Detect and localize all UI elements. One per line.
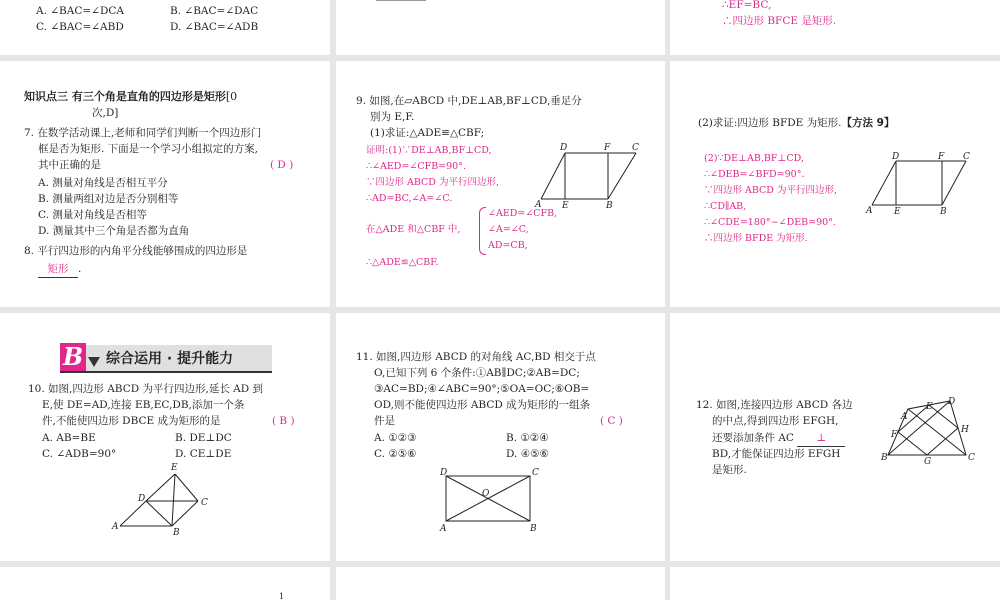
q11-option-b: B. ①②④ [506, 432, 549, 444]
q12-text: 12. 如图,连接四边形 ABCD 各边 [696, 399, 853, 411]
section-b-badge: B [60, 343, 86, 371]
q11-option-a: A. ①②③ [374, 432, 417, 444]
svg-text:C: C [532, 468, 539, 478]
svg-text:B: B [881, 453, 888, 463]
q12-figure [670, 313, 1000, 561]
q7-text: 其中正确的是 [38, 159, 101, 171]
svg-text:A: A [901, 412, 908, 422]
svg-text:B: B [940, 207, 947, 217]
q9-text: 别为 E,F. [370, 111, 415, 123]
svg-text:G: G [924, 457, 932, 467]
heading-note: 次,D] [92, 107, 119, 119]
q7-option-a: A. 测量对角线是否相互平分 [38, 177, 168, 189]
q12-text: 的中点,得到四边形 EFGH, [712, 415, 839, 427]
q9-solution: 证明:(1)∵DE⊥AB,BF⊥CD, [366, 145, 492, 156]
svg-text:D: D [440, 468, 448, 478]
q10-option-d: D. CE⊥DE [175, 448, 232, 460]
q7-text: 7. 在数学活动课上,老师和同学们判断一个四边形门 [24, 127, 262, 139]
card-bottom-middle [336, 567, 665, 600]
svg-text:D: D [948, 397, 956, 407]
q9-text: 9. 如图,在▱ABCD 中,DE⊥AB,BF⊥CD,垂足分 [356, 95, 582, 107]
q7-option-d: D. 测量其中三个角是否都为直角 [38, 225, 190, 237]
q10-figure [0, 313, 330, 561]
proof-line: ∴四边形 BFCE 是矩形. [722, 15, 837, 27]
svg-text:F: F [938, 152, 945, 162]
q12-text: 是矩形. [712, 464, 747, 476]
svg-text:F: F [604, 143, 611, 153]
q9-solution: ∵四边形 ABCD 为平行四边形, [366, 177, 499, 188]
svg-text:B: B [606, 201, 613, 211]
section-b-title: 综合运用 · 提升能力 [106, 351, 234, 367]
q9-solution: ∴∠AED=∠CFB=90°. [366, 161, 466, 172]
q9-part2-solution: ∴四边形 BFDE 为矩形. [704, 233, 808, 244]
svg-text:A: A [112, 522, 119, 532]
section-heading: 知识点三 有三个角是直角的四边形是矩形[0 [24, 90, 238, 103]
svg-text:A: A [440, 524, 447, 534]
q9-solution: 在△ADE 和△CBF 中, [366, 224, 461, 235]
svg-text:O: O [482, 489, 490, 499]
svg-text:A: A [535, 200, 542, 210]
q10-text: 10. 如图,四边形 ABCD 为平行四边形,延长 AD 到 [28, 383, 264, 395]
q9-solution: ∴AD=BC,∠A=∠C. [366, 193, 453, 204]
option-c: C. ∠BAC=∠ABD [36, 21, 124, 33]
card-knowledge-point-3 [0, 61, 330, 307]
svg-text:E: E [926, 402, 933, 412]
q7-text: 框是否为矩形. 下面是一个学习小组拟定的方案, [38, 143, 259, 155]
q10-option-c: C. ∠ADB=90° [42, 448, 117, 460]
q11-option-d: D. ④⑤⑥ [506, 448, 549, 460]
partial-figure [336, 0, 665, 55]
card-q12 [670, 313, 1000, 561]
q11-figure [336, 313, 665, 561]
svg-text:D: D [560, 143, 568, 153]
q9-part2-solution: ∴CD∥AB, [704, 201, 747, 212]
q11-option-c: C. ②⑤⑥ [374, 448, 417, 460]
q7-option-b: B. 测量两组对边是否分别相等 [38, 193, 179, 205]
svg-text:C: C [968, 453, 975, 463]
card-top-left [0, 0, 330, 55]
svg-text:D: D [892, 152, 900, 162]
q9-solution: ∴△ADE≌△CBF. [366, 257, 439, 268]
svg-text:C: C [632, 143, 639, 153]
q11-answer: ( C ) [600, 415, 623, 427]
q9-solution: ∠AED=∠CFB, [488, 208, 558, 219]
page-mark: 1 [279, 592, 285, 600]
q11-text: 件是 [374, 415, 395, 427]
proof-line: ∴EF=BC, [722, 0, 772, 11]
svg-text:E: E [894, 207, 901, 217]
q10-answer: ( B ) [272, 415, 295, 427]
q12-answer: ⊥ [797, 430, 845, 447]
card-top-right [670, 0, 1000, 55]
card-q9-part2 [670, 61, 1000, 307]
q9-figure [336, 61, 665, 307]
q11-text: ③AC=BD;④∠ABC=90°;⑤OA=OC;⑥OB= [374, 383, 590, 395]
card-top-middle [336, 0, 665, 55]
svg-text:B: B [530, 524, 537, 534]
card-bottom-right [670, 567, 1000, 600]
card-bottom-left [0, 567, 330, 600]
q11-text: 11. 如图,四边形 ABCD 的对角线 AC,BD 相交于点 [356, 351, 596, 363]
svg-text:C: C [963, 152, 970, 162]
option-b: B. ∠BAC=∠DAC [170, 5, 259, 17]
q12-text: BD,才能保证四边形 EFGH [712, 448, 841, 460]
q9-part1: (1)求证:△ADE≌△CBF; [370, 127, 485, 139]
q10-option-a: A. AB=BE [42, 432, 96, 444]
svg-text:H: H [961, 425, 969, 435]
svg-text:D: D [138, 494, 146, 504]
q7-answer: ( D ) [270, 159, 294, 171]
card-q10 [0, 313, 330, 561]
q11-text: OD,则不能使四边形 ABCD 成为矩形的一组条 [374, 399, 591, 411]
svg-text:E: E [562, 201, 569, 211]
q9-part2-figure [670, 61, 1000, 307]
q9-part2-solution: ∴∠DEB=∠BFD=90°. [704, 169, 805, 180]
q9-part2-solution: ∵四边形 ABCD 为平行四边形, [704, 185, 837, 196]
q8-answer-line: 矩形 . [38, 261, 81, 278]
option-d: D. ∠BAC=∠ADB [170, 21, 259, 33]
q10-text: E,使 DE=AD,连接 EB,EC,DB,添加一个条 [42, 399, 245, 411]
card-q9 [336, 61, 665, 307]
q8-answer: 矩形 [38, 261, 78, 278]
svg-text:F: F [891, 430, 898, 440]
q9-part2-solution: ∴∠CDE=180°−∠DEB=90°. [704, 217, 836, 228]
q10-option-b: B. DE⊥DC [175, 432, 232, 444]
card-q11 [336, 313, 665, 561]
option-a: A. ∠BAC=∠DCA [36, 5, 125, 17]
q8-text: 8. 平行四边形的内角平分线能够围成的四边形是 [24, 245, 248, 257]
svg-text:A: A [866, 206, 873, 216]
q9-solution: AD=CB, [488, 240, 528, 251]
q11-text: O,已知下列 6 个条件:①AB∥DC;②AB=DC; [374, 367, 580, 379]
q12-text: 还要添加条件 AC ⊥ [712, 430, 845, 447]
q9-part2-solution: (2)∵DE⊥AB,BF⊥CD, [704, 153, 804, 164]
svg-text:C: C [201, 498, 208, 508]
q10-text: 件,不能使四边形 DBCE 成为矩形的是 [42, 415, 221, 427]
q7-option-c: C. 测量对角线是否相等 [38, 209, 147, 221]
svg-text:E: E [171, 463, 178, 473]
q9-solution: ∠A=∠C, [488, 224, 529, 235]
q9-part2-prompt: (2)求证:四边形 BFDE 为矩形.【方法 9】 [698, 117, 895, 129]
svg-text:B: B [173, 528, 180, 538]
